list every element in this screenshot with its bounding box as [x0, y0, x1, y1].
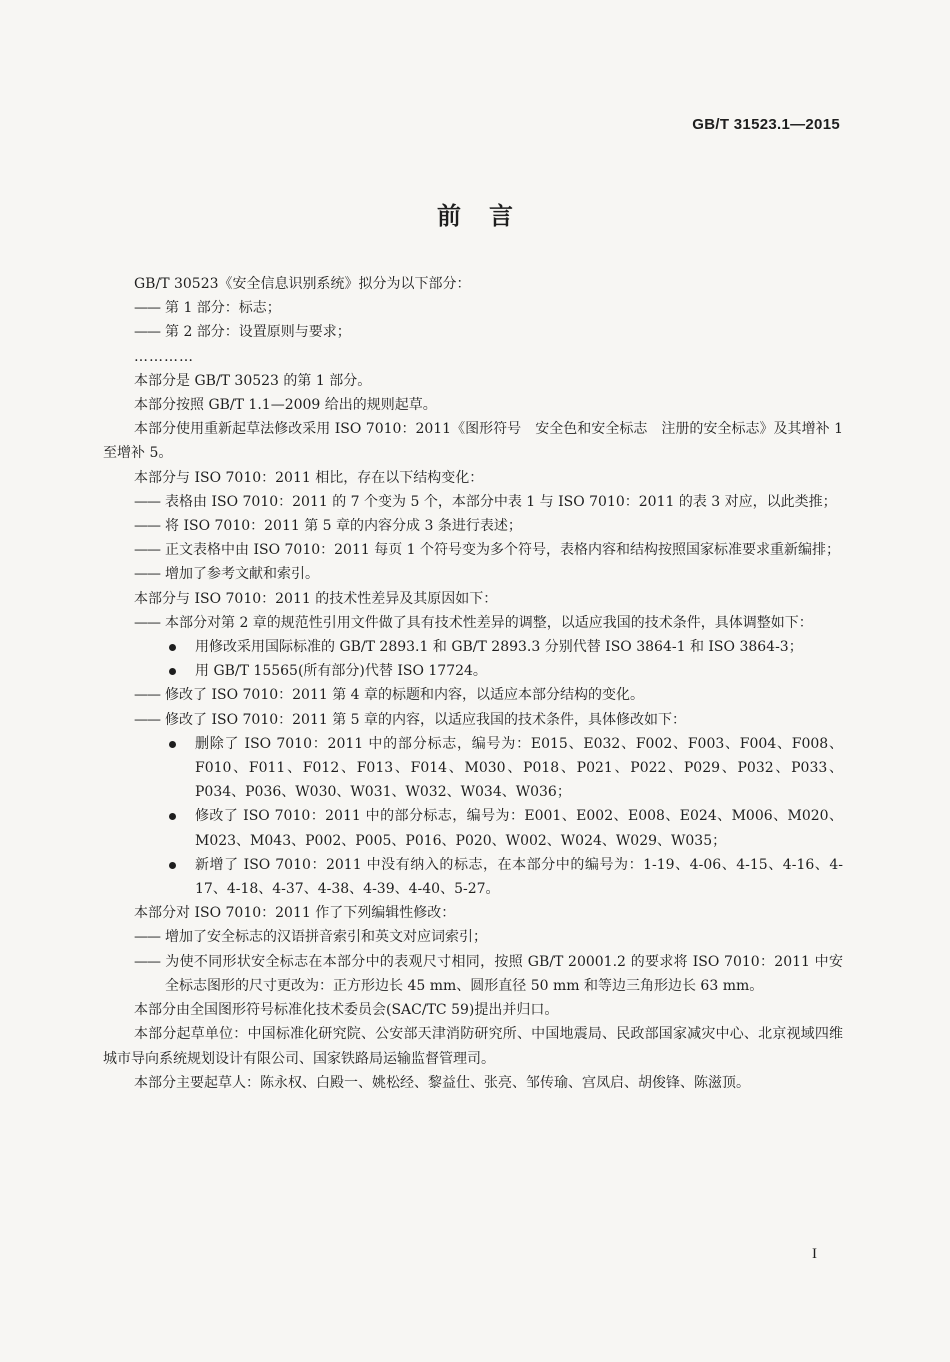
page-title: 前言	[437, 202, 541, 230]
dash-list-item	[103, 683, 843, 707]
standard-code: GB/T 31523.1—2015	[692, 116, 840, 133]
dash-list-item	[103, 925, 843, 949]
list-item-text: 为使不同形状安全标志在本部分中的表观尺寸相同，按照 GB/T 20001.2 的要求将 ISO 7010：2011 中安全标志图形的尺寸更改为：正方形边长 45 mm、圆形直径 50 mm 和等边三角形边长 63 mm。	[165, 953, 843, 994]
dash-marker: ——	[134, 542, 160, 559]
bullet-list-item	[103, 659, 843, 683]
list-item-text: 修改了 ISO 7010：2011 第 4 章的标题和内容，以适应本部分结构的变化。	[165, 687, 645, 704]
paragraph: 本部分主要起草人：陈永权、白殿一、姚松经、黎益仕、张亮、邹传瑜、宫凤启、胡俊锋、陈滋顶。	[134, 1074, 750, 1091]
dash-list-item	[103, 708, 843, 732]
dash-marker: ——	[134, 953, 160, 970]
dash-marker: ——	[134, 493, 160, 510]
list-item-text: 将 ISO 7010：2011 第 5 章的内容分成 3 条进行表述；	[165, 518, 522, 535]
paragraph: 本部分起草单位：中国标准化研究院、公安部天津消防研究所、中国地震局、民政部国家减灾中心、北京视域四维城市导向系统规划设计有限公司、国家铁路局运输监督管理司。	[103, 1026, 843, 1067]
list-item-text: 修改了 ISO 7010：2011 第 5 章的内容，以适应我国的技术条件，具体修改如下：	[165, 711, 687, 728]
list-item-text: 正文表格中由 ISO 7010：2011 每页 1 个符号变为多个符号，表格内容和结构按照国家标准要求重新编排；	[165, 542, 841, 559]
dash-marker: ——	[134, 518, 160, 535]
paragraph: 本部分使用重新起草法修改采用 ISO 7010：2011《图形符号 安全色和安全标志 注册的安全标志》及其增补 1 至增补 5。	[103, 421, 843, 462]
dash-list-item	[103, 320, 843, 344]
list-item-text: 用 GB/T 15565(所有部分)代替 ISO 17724。	[195, 663, 487, 680]
bullet-list-item	[103, 853, 843, 901]
paragraph: 本部分与 ISO 7010：2011 相比，存在以下结构变化：	[134, 469, 484, 486]
paragraph: 本部分对 ISO 7010：2011 作了下列编辑性修改：	[134, 905, 456, 922]
bullet-list-item	[103, 635, 843, 659]
paragraph: 本部分由全国图形符号标准化技术委员会(SAC/TC 59)提出并归口。	[134, 1002, 559, 1019]
bullet-dot-icon	[169, 668, 176, 675]
page-number: I	[812, 1246, 817, 1262]
dash-list-item	[103, 514, 843, 538]
bullet-list-item	[103, 732, 843, 805]
bullet-dot-icon	[169, 644, 176, 651]
foreword-body	[103, 272, 843, 1095]
dash-marker: ——	[134, 324, 160, 341]
list-item-text: 增加了安全标志的汉语拼音索引和英文对应词索引；	[165, 929, 487, 946]
list-item-text: 删除了 ISO 7010：2011 中的部分标志，编号为：E015、E032、F002、F003、F004、F008、F010、F011、F012、F013、F014、M030、P018、P021、P022、P029、P032、P033、P034、P036、W030、W031、W032、W034、W036；	[195, 735, 843, 801]
paragraph: 本部分按照 GB/T 1.1—2009 给出的规则起草。	[134, 397, 437, 414]
dash-list-item	[103, 950, 843, 998]
dash-list-item	[103, 562, 843, 586]
list-item-text: 新增了 ISO 7010：2011 中没有纳入的标志，在本部分中的编号为：1-19、4-06、4-15、4-16、4-17、4-18、4-37、4-38、4-39、4-40、5-27。	[195, 856, 843, 898]
list-item-text: 第 2 部分：设置原则与要求；	[165, 324, 351, 341]
list-item-text: 本部分对第 2 章的规范性引用文件做了具有技术性差异的调整，以适应我国的技术条件，具体调整如下：	[165, 614, 813, 631]
bullet-dot-icon	[169, 813, 176, 820]
ellipsis: …………	[134, 348, 194, 365]
dash-marker: ——	[134, 614, 160, 631]
dash-list-item	[103, 296, 843, 320]
paragraph: 本部分是 GB/T 30523 的第 1 部分。	[134, 372, 372, 389]
list-item-text: 修改了 ISO 7010：2011 中的部分标志，编号为：E001、E002、E008、E024、M006、M020、M023、M043、P002、P005、P016、P020、W002、W024、W029、W035；	[195, 808, 843, 849]
paragraph: 本部分与 ISO 7010：2011 的技术性差异及其原因如下：	[134, 590, 498, 607]
dash-list-item	[103, 538, 843, 562]
list-item-text: 第 1 部分：标志；	[165, 300, 281, 317]
list-item-text: 用修改采用国际标准的 GB/T 2893.1 和 GB/T 2893.3 分别代替 ISO 3864-1 和 ISO 3864-3；	[195, 639, 803, 656]
bullet-dot-icon	[169, 741, 176, 748]
dash-marker: ——	[134, 300, 160, 317]
dash-list-item	[103, 490, 843, 514]
bullet-list-item	[103, 804, 843, 852]
dash-list-item	[103, 611, 843, 635]
paragraph: GB/T 30523《安全信息识别系统》拟分为以下部分：	[134, 276, 471, 292]
list-item-text: 增加了参考文献和索引。	[165, 566, 319, 583]
bullet-dot-icon	[169, 862, 176, 869]
list-item-text: 表格由 ISO 7010：2011 的 7 个变为 5 个，本部分中表 1 与 ISO 7010：2011 的表 3 对应，以此类推；	[165, 493, 837, 510]
dash-marker: ——	[134, 929, 160, 946]
dash-marker: ——	[134, 687, 160, 704]
dash-marker: ——	[134, 711, 160, 728]
dash-marker: ——	[134, 566, 160, 583]
